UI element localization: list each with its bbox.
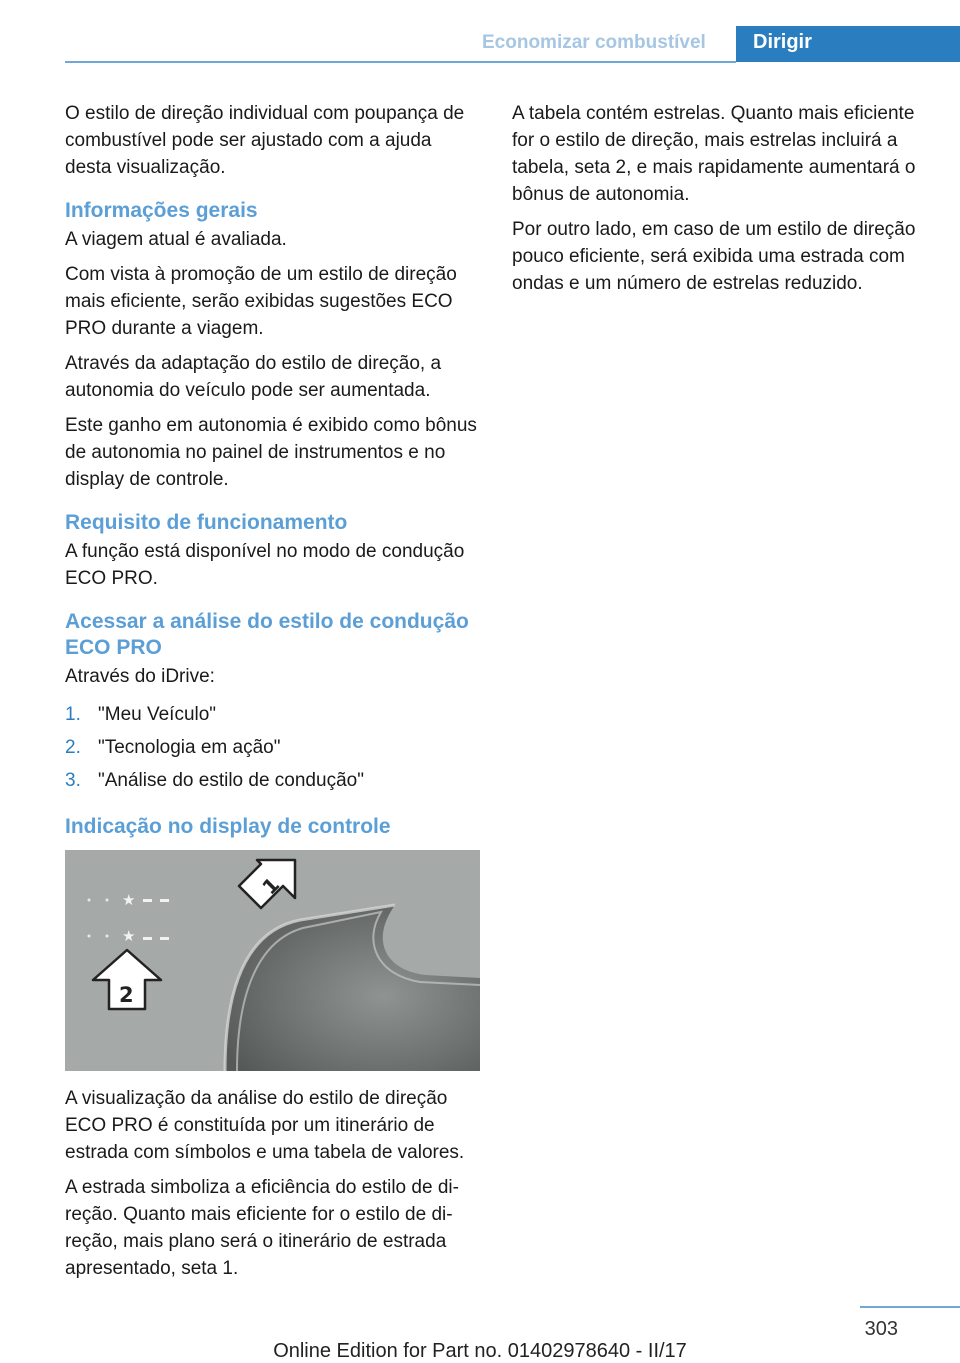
- requirement-paragraph: A função está disponível no modo de condução ECO PRO.: [65, 541, 465, 589]
- general-paragraph-4: Este ganho em autonomia é exibido como bônus de autonomia no painel de instrumentos e no display de controle.: [65, 415, 477, 490]
- arrow-1-label: 1: [257, 872, 285, 900]
- access-heading: Acessar a análise do estilo de condução ECO PRO: [65, 610, 469, 659]
- list-item: [65, 731, 481, 764]
- right-paragraph-2: Por outro lado, em caso de um estilo de direção pouco eficiente, será exibida uma estrada com ondas e um número de estrelas reduzido.: [512, 219, 916, 294]
- arrow-2-label: 2: [119, 983, 134, 1007]
- edition-footer: Online Edition for Part no. 01402978640 - II/17: [273, 1340, 687, 1362]
- step-text: "Meu Veículo": [98, 704, 217, 725]
- general-paragraph-1: A viagem atual é avaliada.: [65, 229, 287, 250]
- display-paragraph-2: A estrada simboliza a eficiência do estilo de direção. Quanto mais eficiente for o estilo de direção, mais plano será o itinerário de estrada apresentado, seta 1.: [65, 1177, 459, 1279]
- right-paragraph-1: A tabela contém estrelas. Quanto mais eficiente for o estilo de direção, mais estrelas incluirá a tabela, seta 2, e mais rapidamente aumentará o bônus de autonomia.: [512, 103, 916, 205]
- general-info-heading: Informações gerais: [65, 199, 258, 222]
- step-number: 3.: [65, 770, 81, 791]
- page-number: 303: [864, 1318, 898, 1340]
- header-chapter-label: Dirigir: [753, 31, 812, 53]
- intro-paragraph: O estilo de direção individual com poupança de combustível pode ser ajustado com a ajuda desta visualização.: [65, 103, 465, 178]
- step-number: 1.: [65, 704, 81, 725]
- access-paragraph: Através do iDrive:: [65, 666, 215, 687]
- eco-pro-display-figure: [65, 850, 480, 1071]
- display-paragraph-1: A visualização da análise do estilo de direção ECO PRO é constituída por um itinerário de estrada com símbolos e uma tabela de valores.: [65, 1088, 465, 1163]
- eco-pro-road-illustration: [65, 850, 480, 1071]
- left-column: [65, 100, 481, 1290]
- step-number: 2.: [65, 737, 81, 758]
- right-column: [512, 100, 932, 305]
- list-item: [65, 764, 481, 797]
- list-item: [65, 698, 481, 731]
- requirement-heading: Requisito de funcionamento: [65, 511, 348, 534]
- step-text: "Análise do estilo de condução": [98, 770, 364, 791]
- page-number-rule: [860, 1306, 960, 1308]
- display-heading: Indicação no display de controle: [65, 815, 391, 838]
- general-paragraph-3: Através da adaptação do estilo de direção, a autonomia do veículo pode ser aumentada.: [65, 353, 442, 401]
- idrive-steps-list: [65, 698, 481, 797]
- svg-text:★: ★: [122, 891, 136, 909]
- header-rule: [65, 61, 736, 63]
- step-text: "Tecnologia em ação": [98, 737, 281, 758]
- header-section-title: Economizar combustível: [482, 32, 706, 53]
- header-chapter-tab: [736, 26, 960, 62]
- general-paragraph-2: Com vista à promoção de um estilo de direção mais eficiente, serão exibidas sugestões ECO PRO durante a viagem.: [65, 264, 457, 339]
- svg-text:★: ★: [122, 927, 136, 945]
